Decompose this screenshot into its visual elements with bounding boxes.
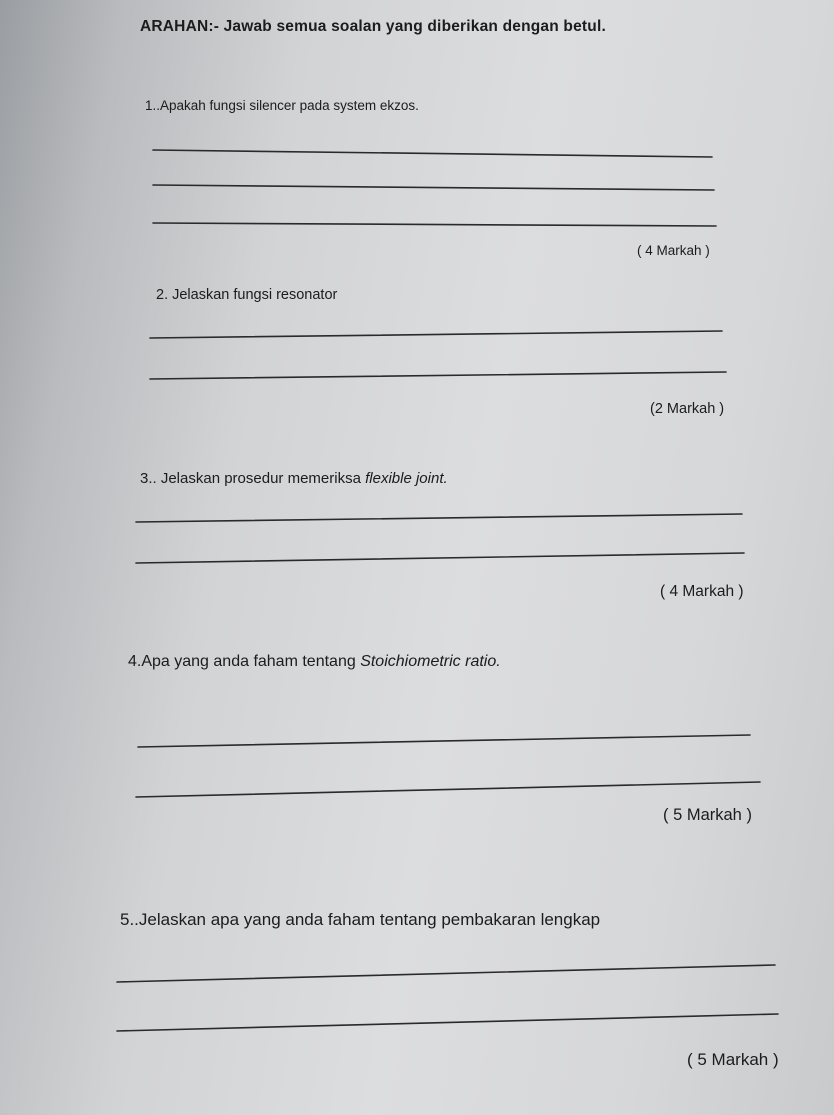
question-4-term: Stoichiometric ratio. xyxy=(360,653,501,670)
question-1-marks: ( 4 Markah ) xyxy=(637,243,710,258)
answer-line-1a[interactable] xyxy=(153,150,712,157)
instruction-heading: ARAHAN:- Jawab semua soalan yang diberikan dengan betul. xyxy=(140,18,606,35)
answer-line-1c[interactable] xyxy=(153,223,716,226)
question-5: 5..Jelaskan apa yang anda faham tentang pembakaran lengkap xyxy=(120,910,601,929)
answer-line-2b[interactable] xyxy=(150,372,726,379)
question-3-text: 3.. Jelaskan prosedur memeriksa xyxy=(140,470,366,487)
answer-line-4a[interactable] xyxy=(138,735,750,747)
question-2: 2. Jelaskan fungsi resonator xyxy=(156,287,338,303)
answer-line-5b[interactable] xyxy=(117,1014,778,1031)
question-2-marks: (2 Markah ) xyxy=(650,401,725,417)
question-4-marks: ( 5 Markah ) xyxy=(663,806,752,824)
answer-line-1b[interactable] xyxy=(153,185,714,190)
question-4-text: 4.Apa yang anda faham tentang xyxy=(128,653,361,670)
question-3-marks: ( 4 Markah ) xyxy=(660,583,744,600)
answer-line-3b[interactable] xyxy=(136,553,744,563)
question-5-marks: ( 5 Markah ) xyxy=(687,1050,779,1069)
answer-line-5a[interactable] xyxy=(117,965,775,982)
question-3-term: flexible joint. xyxy=(365,470,448,487)
answer-line-3a[interactable] xyxy=(136,514,742,522)
answer-line-4b[interactable] xyxy=(136,782,760,797)
question-1: 1..Apakah fungsi silencer pada system ekzos. xyxy=(145,98,419,113)
answer-line-2a[interactable] xyxy=(150,331,722,338)
